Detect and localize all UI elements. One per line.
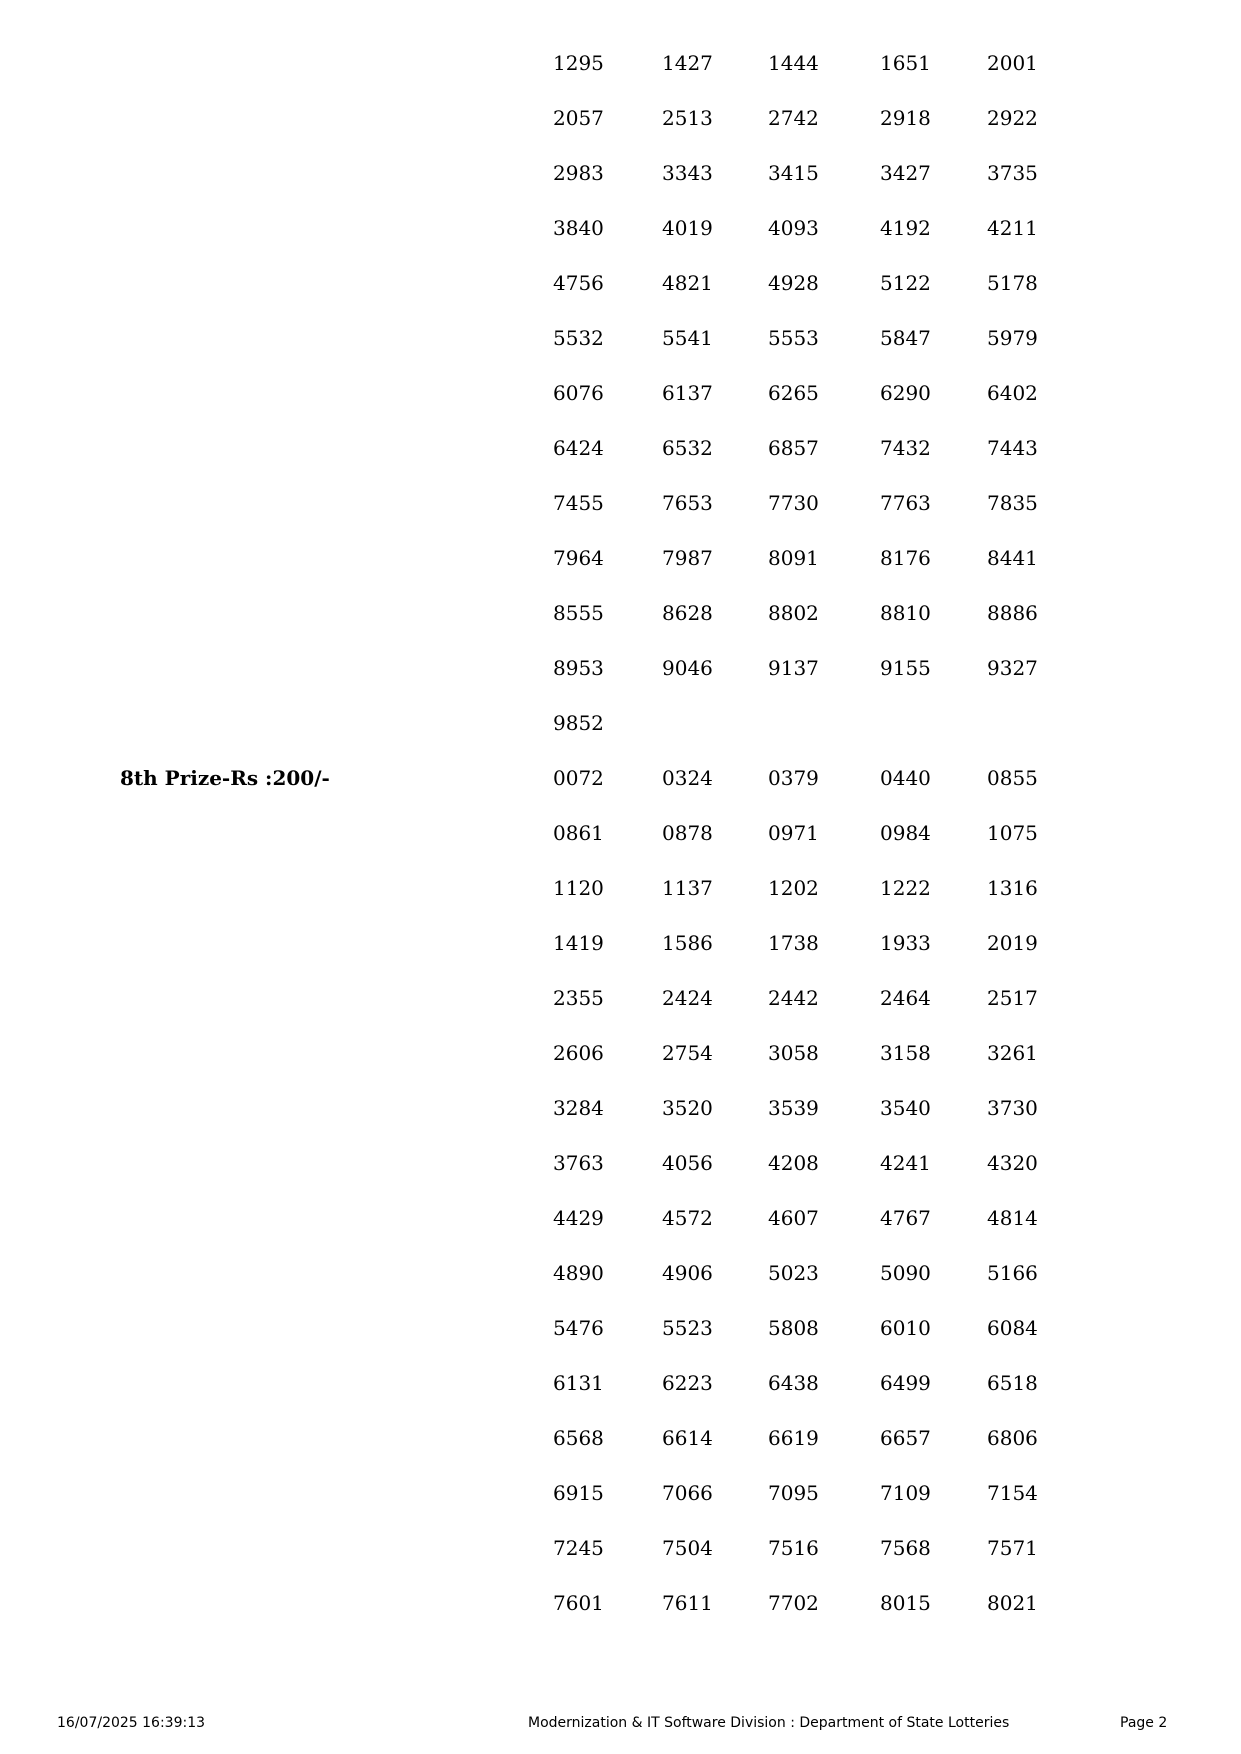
winning-number: 0440 xyxy=(880,766,931,790)
winning-number: 1202 xyxy=(768,876,819,900)
winning-number: 6290 xyxy=(880,381,931,405)
winning-number: 0324 xyxy=(662,766,713,790)
winning-number: 1137 xyxy=(662,876,713,900)
winning-number: 4093 xyxy=(768,216,819,240)
winning-number: 7964 xyxy=(553,546,604,570)
winning-number: 6915 xyxy=(553,1481,604,1505)
footer-page-number: Page 2 xyxy=(1120,1715,1168,1731)
winning-number: 9155 xyxy=(880,656,931,680)
winning-number: 1222 xyxy=(880,876,931,900)
winning-number: 6438 xyxy=(768,1371,819,1395)
winning-number: 5523 xyxy=(662,1316,713,1340)
winning-number: 7835 xyxy=(987,491,1038,515)
winning-number: 4756 xyxy=(553,271,604,295)
winning-number: 8810 xyxy=(880,601,931,625)
winning-number: 6614 xyxy=(662,1426,713,1450)
winning-number: 2513 xyxy=(662,106,713,130)
winning-number: 4890 xyxy=(553,1261,604,1285)
winning-number: 7568 xyxy=(880,1536,931,1560)
winning-number: 6223 xyxy=(662,1371,713,1395)
winning-number: 4019 xyxy=(662,216,713,240)
winning-number: 1120 xyxy=(553,876,604,900)
winning-number: 7763 xyxy=(880,491,931,515)
winning-number: 5541 xyxy=(662,326,713,350)
winning-number: 8441 xyxy=(987,546,1038,570)
winning-number: 1444 xyxy=(768,51,819,75)
winning-number: 8021 xyxy=(987,1591,1038,1615)
winning-number: 4056 xyxy=(662,1151,713,1175)
winning-number: 8176 xyxy=(880,546,931,570)
winning-number: 7611 xyxy=(662,1591,713,1615)
winning-number: 6806 xyxy=(987,1426,1038,1450)
winning-number: 2517 xyxy=(987,986,1038,1010)
winning-number: 4429 xyxy=(553,1206,604,1230)
winning-number: 5090 xyxy=(880,1261,931,1285)
winning-number: 1295 xyxy=(553,51,604,75)
winning-number: 1586 xyxy=(662,931,713,955)
winning-number: 5979 xyxy=(987,326,1038,350)
winning-number: 6857 xyxy=(768,436,819,460)
winning-number: 3427 xyxy=(880,161,931,185)
winning-number: 6076 xyxy=(553,381,604,405)
winning-number: 1427 xyxy=(662,51,713,75)
winning-number: 5178 xyxy=(987,271,1038,295)
winning-number: 8555 xyxy=(553,601,604,625)
winning-number: 4928 xyxy=(768,271,819,295)
winning-number: 3343 xyxy=(662,161,713,185)
winning-number: 6402 xyxy=(987,381,1038,405)
winning-number: 2754 xyxy=(662,1041,713,1065)
winning-number: 9327 xyxy=(987,656,1038,680)
winning-number: 6657 xyxy=(880,1426,931,1450)
winning-number: 6010 xyxy=(880,1316,931,1340)
winning-number: 7154 xyxy=(987,1481,1038,1505)
winning-number: 5847 xyxy=(880,326,931,350)
prize-label: 8th Prize-Rs :200/- xyxy=(120,766,330,790)
winning-number: 6619 xyxy=(768,1426,819,1450)
winning-number: 7066 xyxy=(662,1481,713,1505)
winning-number: 0971 xyxy=(768,821,819,845)
winning-number: 5808 xyxy=(768,1316,819,1340)
winning-number: 8953 xyxy=(553,656,604,680)
winning-number: 2355 xyxy=(553,986,604,1010)
winning-number: 8091 xyxy=(768,546,819,570)
winning-number: 4607 xyxy=(768,1206,819,1230)
winning-number: 0855 xyxy=(987,766,1038,790)
winning-number: 4192 xyxy=(880,216,931,240)
winning-number: 6137 xyxy=(662,381,713,405)
winning-number: 3735 xyxy=(987,161,1038,185)
winning-number: 1738 xyxy=(768,931,819,955)
winning-number: 9046 xyxy=(662,656,713,680)
winning-number: 2019 xyxy=(987,931,1038,955)
winning-number: 3763 xyxy=(553,1151,604,1175)
winning-number: 2424 xyxy=(662,986,713,1010)
winning-number: 2918 xyxy=(880,106,931,130)
footer-division: Modernization & IT Software Division : Department of State Lotteries xyxy=(528,1715,1010,1731)
winning-number: 6568 xyxy=(553,1426,604,1450)
winning-number: 4821 xyxy=(662,271,713,295)
winning-number: 3539 xyxy=(768,1096,819,1120)
winning-number: 4211 xyxy=(987,216,1038,240)
winning-number: 0878 xyxy=(662,821,713,845)
winning-number: 0861 xyxy=(553,821,604,845)
winning-number: 0379 xyxy=(768,766,819,790)
winning-number: 7095 xyxy=(768,1481,819,1505)
winning-number: 4767 xyxy=(880,1206,931,1230)
winning-number: 2442 xyxy=(768,986,819,1010)
winning-number: 5532 xyxy=(553,326,604,350)
winning-number: 3058 xyxy=(768,1041,819,1065)
winning-number: 4906 xyxy=(662,1261,713,1285)
winning-number: 7601 xyxy=(553,1591,604,1615)
winning-number: 2057 xyxy=(553,106,604,130)
winning-number: 5166 xyxy=(987,1261,1038,1285)
winning-number: 3284 xyxy=(553,1096,604,1120)
winning-number: 2606 xyxy=(553,1041,604,1065)
winning-number: 3730 xyxy=(987,1096,1038,1120)
winning-number: 3415 xyxy=(768,161,819,185)
winning-number: 3158 xyxy=(880,1041,931,1065)
winning-number: 1316 xyxy=(987,876,1038,900)
winning-number: 6265 xyxy=(768,381,819,405)
winning-number: 3261 xyxy=(987,1041,1038,1065)
winning-number: 4208 xyxy=(768,1151,819,1175)
winning-number: 2464 xyxy=(880,986,931,1010)
winning-number: 4572 xyxy=(662,1206,713,1230)
winning-number: 5476 xyxy=(553,1316,604,1340)
winning-number: 1075 xyxy=(987,821,1038,845)
winning-number: 2742 xyxy=(768,106,819,130)
winning-number: 4241 xyxy=(880,1151,931,1175)
winning-number: 7516 xyxy=(768,1536,819,1560)
winning-number: 6532 xyxy=(662,436,713,460)
winning-number: 7730 xyxy=(768,491,819,515)
winning-number: 8628 xyxy=(662,601,713,625)
winning-number: 7571 xyxy=(987,1536,1038,1560)
winning-number: 1651 xyxy=(880,51,931,75)
winning-number: 7245 xyxy=(553,1536,604,1560)
winning-number: 6499 xyxy=(880,1371,931,1395)
winning-number: 7653 xyxy=(662,491,713,515)
winning-number: 2922 xyxy=(987,106,1038,130)
winning-number: 9852 xyxy=(553,711,604,735)
footer-timestamp: 16/07/2025 16:39:13 xyxy=(57,1715,206,1731)
winning-number: 7702 xyxy=(768,1591,819,1615)
winning-number: 6518 xyxy=(987,1371,1038,1395)
winning-number: 1933 xyxy=(880,931,931,955)
winning-number: 1419 xyxy=(553,931,604,955)
winning-number: 3540 xyxy=(880,1096,931,1120)
winning-number: 5122 xyxy=(880,271,931,295)
winning-number: 7109 xyxy=(880,1481,931,1505)
winning-number: 7443 xyxy=(987,436,1038,460)
winning-number: 7504 xyxy=(662,1536,713,1560)
winning-number: 6084 xyxy=(987,1316,1038,1340)
winning-number: 7987 xyxy=(662,546,713,570)
winning-number: 9137 xyxy=(768,656,819,680)
winning-number: 8015 xyxy=(880,1591,931,1615)
winning-number: 5553 xyxy=(768,326,819,350)
winning-number: 6131 xyxy=(553,1371,604,1395)
winning-number: 6424 xyxy=(553,436,604,460)
winning-number: 8802 xyxy=(768,601,819,625)
winning-number: 5023 xyxy=(768,1261,819,1285)
winning-number: 3840 xyxy=(553,216,604,240)
winning-number: 3520 xyxy=(662,1096,713,1120)
winning-number: 4814 xyxy=(987,1206,1038,1230)
winning-number: 4320 xyxy=(987,1151,1038,1175)
winning-number: 2983 xyxy=(553,161,604,185)
winning-number: 7455 xyxy=(553,491,604,515)
winning-number: 2001 xyxy=(987,51,1038,75)
winning-number: 8886 xyxy=(987,601,1038,625)
winning-number: 7432 xyxy=(880,436,931,460)
winning-number: 0984 xyxy=(880,821,931,845)
winning-number: 0072 xyxy=(553,766,604,790)
